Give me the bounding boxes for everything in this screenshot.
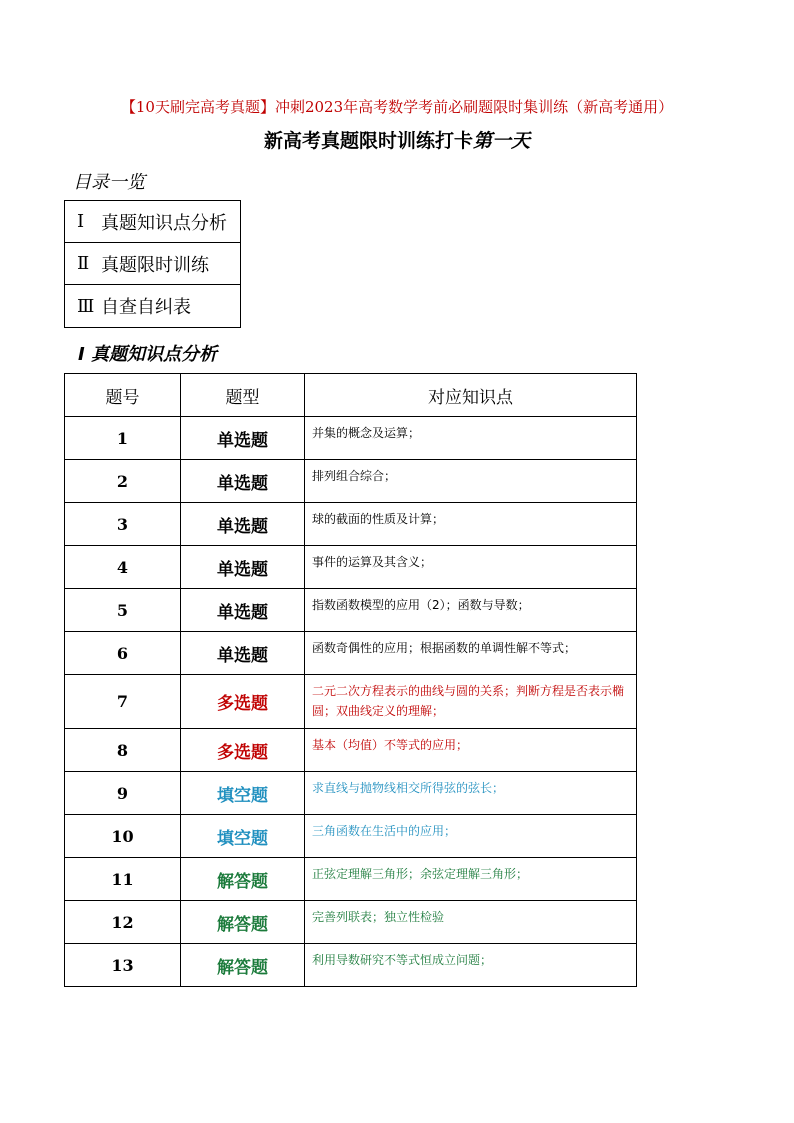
page-title-day: 第一天 — [473, 130, 531, 152]
question-type-cell: 填空题 — [181, 772, 305, 815]
question-type-cell: 单选题 — [181, 417, 305, 460]
toc-heading: 目录一览 — [73, 172, 145, 193]
knowledge-point-cell: 求直线与抛物线相交所得弦的弦长； — [305, 772, 637, 815]
table-row — [65, 632, 637, 675]
page-title — [0, 126, 794, 153]
question-number-cell: 7 — [65, 675, 181, 729]
knowledge-point-cell: 三角函数在生活中的应用； — [305, 815, 637, 858]
knowledge-point-cell: 正弦定理解三角形；余弦定理解三角形； — [305, 858, 637, 901]
question-type-cell: 解答题 — [181, 944, 305, 987]
question-type-cell: 解答题 — [181, 901, 305, 944]
toc-item-2[interactable] — [65, 243, 240, 285]
question-number-cell: 9 — [65, 772, 181, 815]
knowledge-point-cell: 并集的概念及运算； — [305, 417, 637, 460]
table-row — [65, 546, 637, 589]
question-number-cell: 4 — [65, 546, 181, 589]
table-row — [65, 503, 637, 546]
page-title-main: 新高考真题限时训练打卡 — [263, 130, 473, 152]
question-number-cell: 6 — [65, 632, 181, 675]
header-question-type: 题型 — [181, 374, 305, 417]
knowledge-point-table — [64, 373, 637, 987]
question-number-cell: 13 — [65, 944, 181, 987]
knowledge-point-cell: 利用导数研究不等式恒成立问题； — [305, 944, 637, 987]
knowledge-point-cell: 球的截面的性质及计算； — [305, 503, 637, 546]
question-type-cell: 解答题 — [181, 858, 305, 901]
table-row — [65, 675, 637, 729]
question-type-cell: 单选题 — [181, 546, 305, 589]
table-row — [65, 901, 637, 944]
header-knowledge-point: 对应知识点 — [305, 374, 637, 417]
toc-item-number: Ⅰ — [77, 211, 85, 232]
question-type-cell: 单选题 — [181, 460, 305, 503]
table-body — [65, 417, 637, 987]
toc-item-number: Ⅲ — [77, 295, 95, 317]
table-row — [65, 729, 637, 772]
knowledge-point-cell: 排列组合综合； — [305, 460, 637, 503]
question-number-cell: 2 — [65, 460, 181, 503]
toc-item-label: 真题知识点分析 — [101, 212, 227, 234]
section-heading-analysis: Ⅰ 真题知识点分析 — [78, 344, 217, 365]
knowledge-point-cell: 完善列联表；独立性检验 — [305, 901, 637, 944]
table-row — [65, 815, 637, 858]
knowledge-point-cell: 函数奇偶性的应用；根据函数的单调性解不等式； — [305, 632, 637, 675]
table-row — [65, 417, 637, 460]
table-row — [65, 858, 637, 901]
knowledge-point-cell: 事件的运算及其含义； — [305, 546, 637, 589]
question-number-cell: 5 — [65, 589, 181, 632]
knowledge-point-cell: 基本（均值）不等式的应用； — [305, 729, 637, 772]
question-number-cell: 10 — [65, 815, 181, 858]
header-question-number: 题号 — [65, 374, 181, 417]
knowledge-point-cell: 指数函数模型的应用（2）；函数与导数； — [305, 589, 637, 632]
question-type-cell: 单选题 — [181, 589, 305, 632]
question-number-cell: 8 — [65, 729, 181, 772]
table-row — [65, 589, 637, 632]
toc-item-label: 真题限时训练 — [101, 254, 209, 276]
table-row — [65, 944, 637, 987]
question-type-cell: 单选题 — [181, 632, 305, 675]
toc-item-1[interactable] — [65, 201, 240, 243]
question-type-cell: 单选题 — [181, 503, 305, 546]
toc-box — [64, 200, 241, 328]
question-number-cell: 12 — [65, 901, 181, 944]
question-number-cell: 1 — [65, 417, 181, 460]
question-type-cell: 填空题 — [181, 815, 305, 858]
question-type-cell: 多选题 — [181, 675, 305, 729]
table-row — [65, 772, 637, 815]
table-row — [65, 460, 637, 503]
document-subtitle: 【10天刷完高考真题】冲刺2023年高考数学考前必刷题限时集训练（新高考通用） — [120, 98, 674, 116]
question-type-cell: 多选题 — [181, 729, 305, 772]
toc-item-3[interactable] — [65, 285, 240, 327]
question-number-cell: 11 — [65, 858, 181, 901]
toc-item-label: 自查自纠表 — [101, 297, 191, 318]
knowledge-point-cell: 二元二次方程表示的曲线与圆的关系；判断方程是否表示椭圆；双曲线定义的理解； — [305, 675, 637, 729]
toc-item-number: Ⅱ — [77, 253, 90, 274]
question-number-cell: 3 — [65, 503, 181, 546]
